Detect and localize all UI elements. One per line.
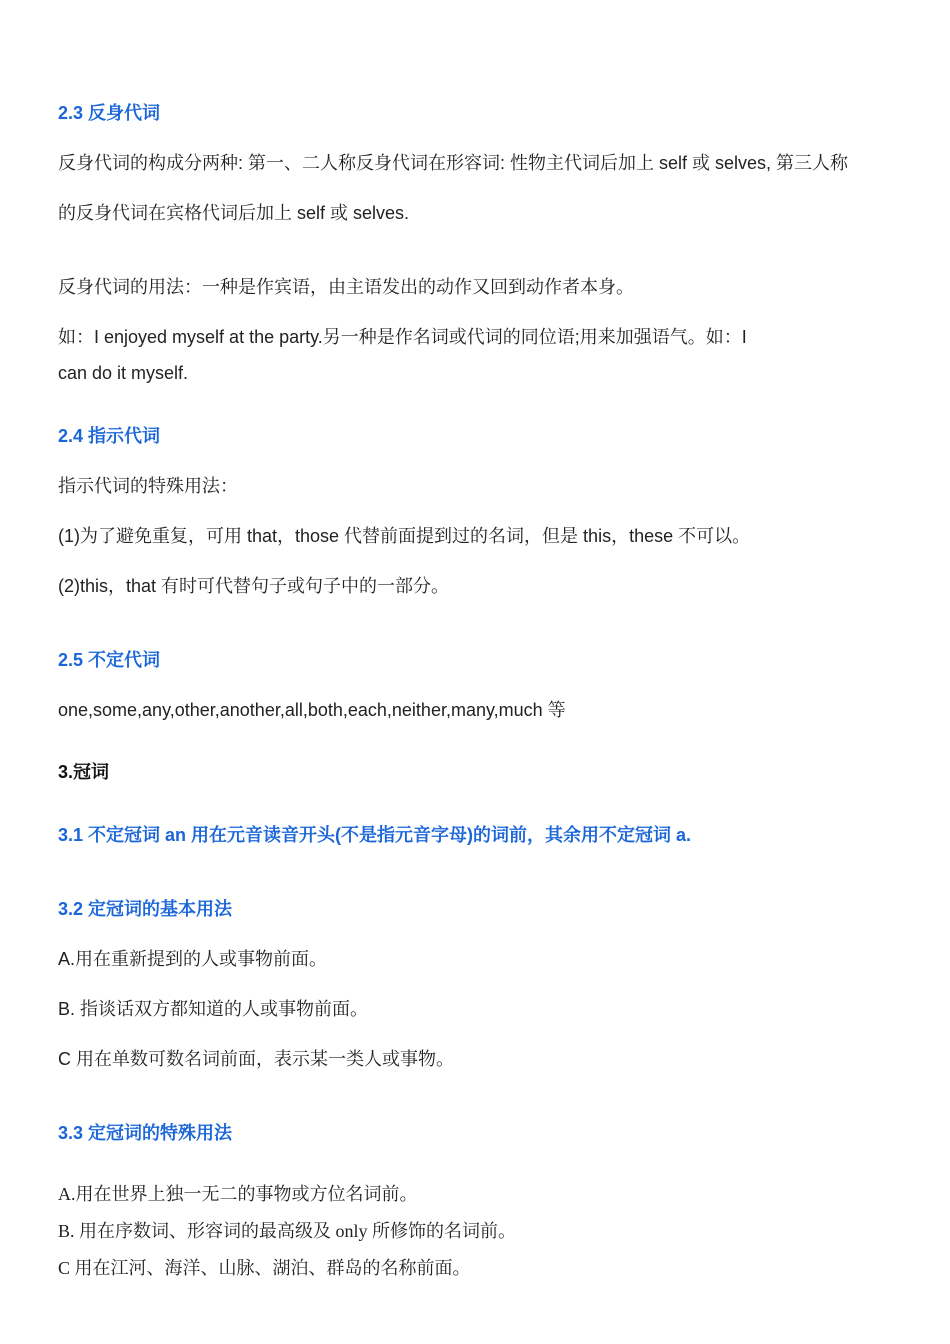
paragraph-text: 如：I enjoyed myself at the party.另一种是作名词或代词的同位语;用来加强语气。如：I (58, 327, 747, 347)
paragraph-text: 反身代词的用法：一种是作宾语，由主语发出的动作又回到动作者本身。 (58, 277, 634, 297)
paragraph-text: B. 用在序数词、形容词的最高级及 only 所修饰的名词前。 (58, 1221, 517, 1241)
paragraph-text: 的反身代词在宾格代词后加上 self 或 selves. (58, 203, 410, 223)
section-heading-3-2: 3.2 定冠词的基本用法 (58, 899, 233, 919)
paragraph-text: can do it myself. (58, 363, 189, 383)
section-heading-3: 3.冠词 (58, 762, 110, 782)
section-heading-2-3: 2.3 反身代词 (58, 103, 161, 123)
paragraph-text: 反身代词的构成分两种: 第一、二人称反身代词在形容词: 性物主代词后加上 self 或 selves, 第三人称 (58, 153, 849, 173)
paragraph-text: 指示代词的特殊用法： (58, 476, 238, 496)
paragraph-text: C 用在单数可数名词前面，表示某一类人或事物。 (58, 1049, 454, 1069)
section-heading-2-5: 2.5 不定代词 (58, 650, 161, 670)
paragraph-text: C 用在江河、海洋、山脉、湖泊、群岛的名称前面。 (58, 1258, 471, 1278)
section-heading-3-1: 3.1 不定冠词 an 用在元音读音开头(不是指元音字母)的词前，其余用不定冠词 a. (58, 825, 692, 845)
paragraph-text: one,some,any,other,another,all,both,each,neither,many,much 等 (58, 700, 566, 720)
section-heading-2-4: 2.4 指示代词 (58, 426, 161, 446)
paragraph-text: A.用在重新提到的人或事物前面。 (58, 949, 328, 969)
paragraph-text: A.用在世界上独一无二的事物或方位名词前。 (58, 1184, 418, 1204)
paragraph-text: (1)为了避免重复，可用 that，those 代替前面提到过的名词，但是 this，these 不可以。 (58, 526, 751, 546)
section-heading-3-3: 3.3 定冠词的特殊用法 (58, 1123, 233, 1143)
paragraph-text: B. 指谈话双方都知道的人或事物前面。 (58, 999, 369, 1019)
paragraph-text: (2)this，that 有时可代替句子或句子中的一部分。 (58, 576, 450, 596)
